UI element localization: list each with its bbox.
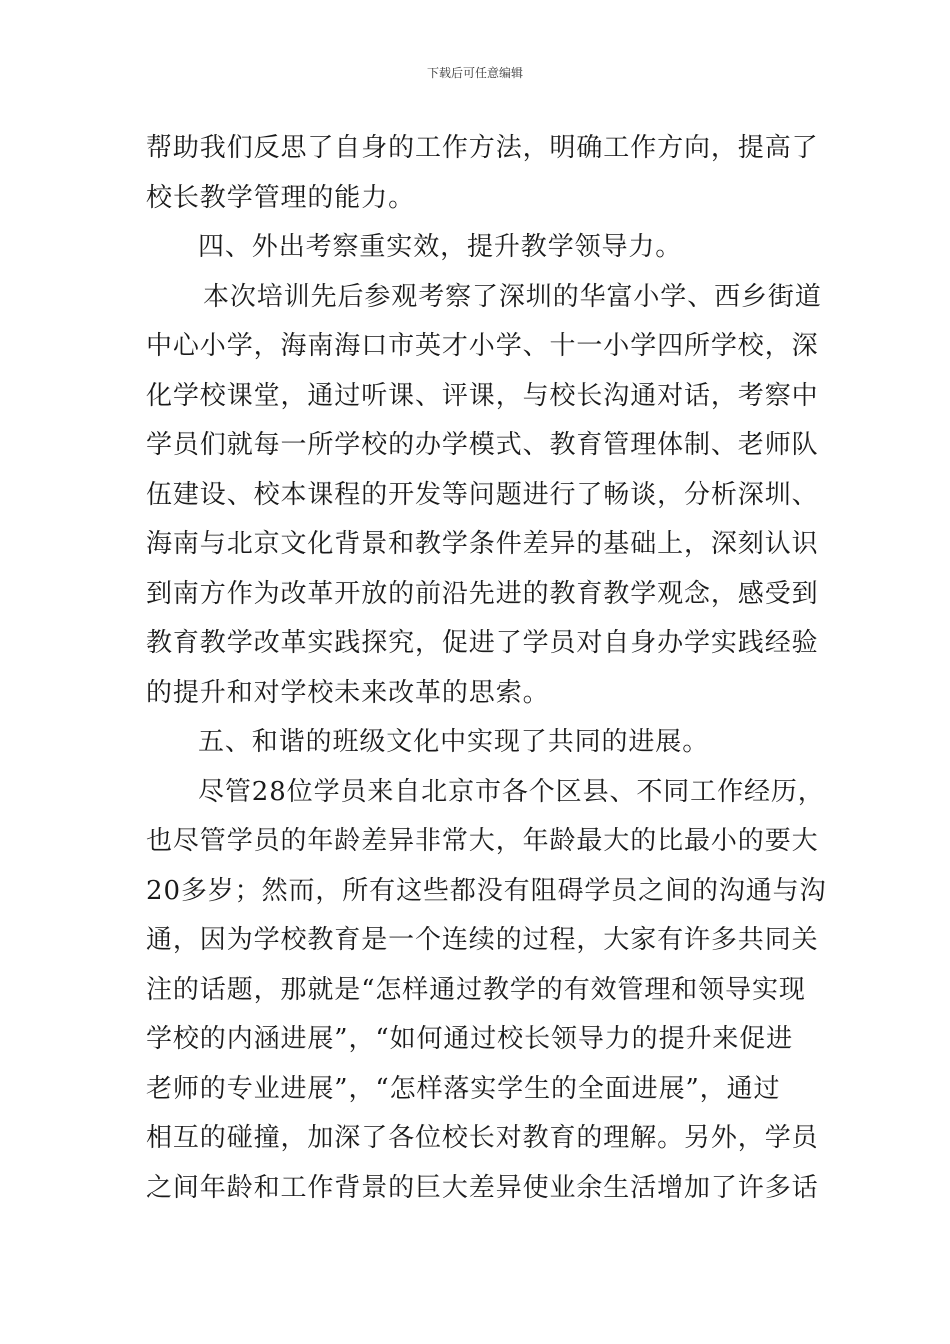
text-line: 20多岁；然而，所有这些都没有阻碍学员之间的沟通与沟	[146, 875, 827, 906]
document-body	[146, 128, 827, 1217]
section-heading: 五、和谐的班级文化中实现了共同的进展。	[198, 727, 710, 757]
text-line: 之间年龄和工作背景的巨大差异使业余生活增加了许多话	[146, 1172, 819, 1203]
section-heading: 四、外出考察重实效，提升教学领导力。	[198, 232, 683, 262]
text-line: 学员们就每一所学校的办学模式、教育管理体制、老师队	[146, 430, 819, 460]
text-line: 注的话题，那就是“怎样通过教学的有效管理和领导实现	[146, 974, 806, 1005]
text-line: 到南方作为改革开放的前沿先进的教育教学观念，感受到	[146, 578, 819, 609]
text-line: 的提升和对学校未来改革的思索。	[146, 677, 550, 708]
text-line: 中心小学，海南海口市英才小学、十一小学四所学校，深	[146, 331, 819, 361]
text-line: 相互的碰撞，加深了各位校长对教育的理解。另外，学员	[146, 1123, 819, 1153]
text-line: 校长教学管理的能力。	[146, 182, 416, 213]
text-line: 教育教学改革实践探究，促进了学员对自身办学实践经验	[146, 628, 819, 658]
page-header-note: 下载后可任意编辑	[426, 66, 523, 80]
paragraph-first-line: 本次培训先后参观考察了深圳的华富小学、西乡街道	[203, 281, 822, 312]
text-line: 帮助我们反思了自身的工作方法，明确工作方向，提高了	[146, 133, 819, 163]
text-line: 伍建设、校本课程的开发等问题进行了畅谈，分析深圳、	[146, 479, 819, 510]
text-line: 也尽管学员的年龄差异非常大，年龄最大的比最小的要大	[146, 826, 819, 856]
text-line: 化学校课堂，通过听课、评课，与校长沟通对话，考察中	[146, 380, 819, 411]
text-line: 海南与北京文化背景和教学条件差异的基础上，深刻认识	[146, 529, 819, 559]
text-line: 通，因为学校教育是一个连续的过程，大家有许多共同关	[146, 925, 819, 955]
text-line: 老师的专业进展”，“怎样落实学生的全面进展”，通过	[146, 1073, 781, 1104]
paragraph-first-line: 尽管28位学员来自北京市各个区县、不同工作经历，	[198, 776, 825, 807]
text-line: 学校的内涵进展”，“如何通过校长领导力的提升来促进	[146, 1024, 794, 1054]
